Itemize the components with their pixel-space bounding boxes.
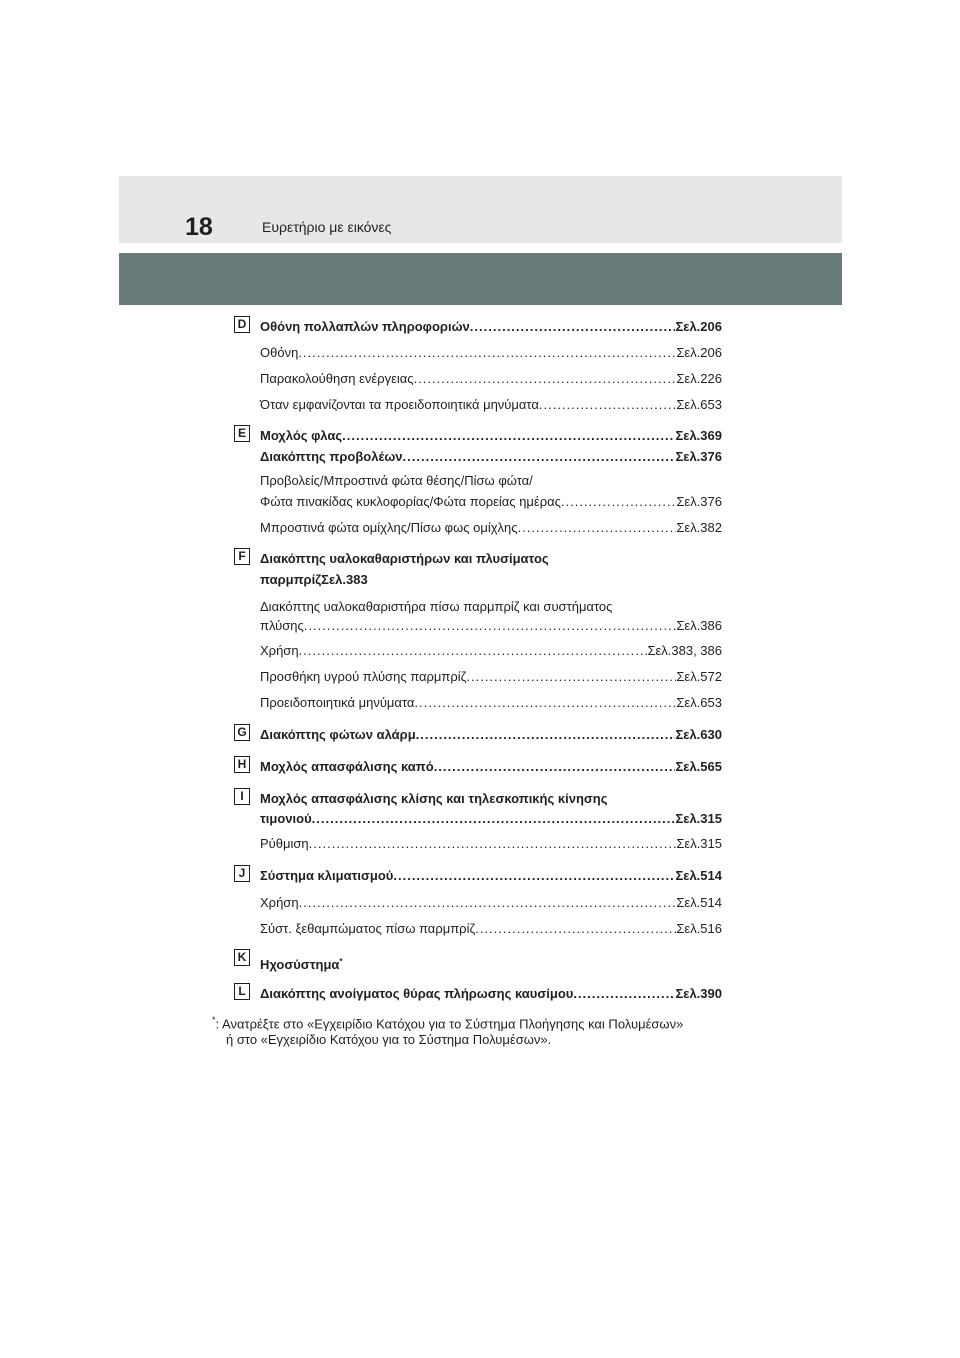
leader-dots [393, 867, 675, 884]
entry-label-line: Μοχλός απασφάλισης κλίσης και τηλεσκοπικής κίνησης [260, 791, 608, 806]
index-entry[interactable] [260, 920, 722, 937]
entry-page: Σελ.653 [676, 695, 722, 710]
leader-dots [561, 493, 676, 510]
leader-dots [518, 519, 677, 536]
header-band [119, 176, 842, 243]
section-letter-i: I [234, 788, 250, 805]
index-entry[interactable] [260, 617, 722, 634]
entry-label: Προειδοποιητικά μηνύματα [260, 695, 415, 710]
leader-dots [434, 758, 676, 775]
leader-dots [312, 810, 676, 827]
entry-page: Σελ.630 [675, 727, 722, 742]
entry-page: Σελ.376 [676, 494, 722, 509]
entry-label: Διακόπτης φώτων αλάρμ [260, 727, 416, 742]
entry-label-line: Διακόπτης υαλοκαθαριστήρων και πλυσίματος [260, 551, 549, 566]
entry-label: Σύστ. ξεθαμπώματος πίσω παρμπρίζ [260, 921, 476, 936]
page-number: 18 [185, 213, 213, 241]
entry-page: Σελ.206 [676, 345, 722, 360]
index-entry[interactable] [260, 427, 722, 444]
index-entry[interactable] [260, 519, 722, 536]
index-entry[interactable] [260, 758, 722, 775]
entry-label-line: Προβολείς/Μπροστινά φώτα θέσης/Πίσω φώτα/ [260, 473, 533, 488]
leader-dots [466, 668, 676, 685]
section-letter-e: E [234, 425, 250, 442]
entry-page: Σελ.572 [676, 669, 722, 684]
entry-page: Σελ.653 [676, 397, 722, 412]
footnote-star: * [212, 1015, 216, 1025]
index-entry[interactable] [260, 370, 722, 387]
leader-dots [299, 894, 677, 911]
index-entry[interactable] [260, 867, 722, 884]
index-entry[interactable] [260, 953, 343, 973]
entry-label: Ρύθμιση [260, 836, 309, 851]
entry-label: τιμονιού [260, 811, 312, 826]
entry-page: Σελ.226 [676, 371, 722, 386]
section-letter-l: L [234, 983, 250, 1000]
section-letter-h: H [234, 756, 250, 773]
leader-dots [309, 835, 677, 852]
entry-page: Σελ.565 [675, 759, 722, 774]
leader-dots [298, 344, 676, 361]
leader-dots [573, 985, 675, 1002]
entry-label: Όταν εμφανίζονται τα προειδοποιητικά μηνύματα [260, 397, 539, 412]
entry-label: Οθόνη [260, 345, 299, 360]
entry-label: Σύστημα κλιματισμού [260, 868, 394, 883]
index-entry[interactable] [260, 668, 722, 685]
index-entry[interactable] [260, 835, 722, 852]
entry-page: Σελ.382 [676, 520, 722, 535]
section-letter-d: D [234, 316, 250, 333]
entry-page: Σελ.369 [675, 428, 722, 443]
index-entry[interactable] [260, 894, 722, 911]
index-entry[interactable] [260, 318, 722, 335]
section-letter-j: J [234, 865, 250, 882]
leader-dots [304, 617, 677, 634]
entry-label-line: παρμπρίζΣελ.383 [260, 572, 368, 587]
footnote-text-2: ή στο «Εγχειρίδιο Κατόχου για το Σύστημα Πολυμέσων». [226, 1032, 552, 1047]
entry-label: Προσθήκη υγρού πλύσης παρμπρίζ [260, 669, 467, 684]
entry-label-line: Διακόπτης υαλοκαθαριστήρα πίσω παρμπρίζ και συστήματος [260, 599, 613, 614]
leader-dots [414, 694, 676, 711]
section-letter-k: K [234, 949, 250, 966]
entry-page: Σελ.206 [675, 319, 722, 334]
entry-label: Χρήση [260, 643, 299, 658]
entry-page: Σελ.315 [675, 811, 722, 826]
section-band [119, 253, 842, 305]
index-entry[interactable] [260, 642, 722, 659]
footnote [212, 1010, 684, 1047]
index-entry[interactable] [260, 694, 722, 711]
index-entry[interactable] [260, 344, 722, 361]
entry-label: πλύσης [260, 618, 304, 633]
leader-dots [342, 427, 675, 444]
entry-page: Σελ.390 [675, 986, 722, 1001]
section-letter-f: F [234, 548, 250, 565]
entry-page: Σελ.383, 386 [647, 643, 722, 658]
entry-label: Διακόπτης προβολέων [260, 449, 403, 464]
footnote-mark: * [339, 957, 343, 966]
leader-dots [414, 370, 677, 387]
entry-page: Σελ.516 [676, 921, 722, 936]
entry-label: Μπροστινά φώτα ομίχλης/Πίσω φως ομίχλης [260, 520, 518, 535]
page-title: Ευρετήριο με εικόνες [262, 219, 392, 235]
leader-dots [475, 920, 676, 937]
entry-label: Φώτα πινακίδας κυκλοφορίας/Φώτα πορείας ημέρας [260, 494, 561, 509]
entry-page: Σελ.514 [676, 895, 722, 910]
index-entry[interactable] [260, 448, 722, 465]
leader-dots [299, 642, 648, 659]
entry-label: Διακόπτης ανοίγματος θύρας πλήρωσης καυσίμου [260, 986, 574, 1001]
entry-page: Σελ.315 [676, 836, 722, 851]
section-letter-g: G [234, 724, 250, 741]
entry-label: Οθόνη πολλαπλών πληροφοριών [260, 319, 470, 334]
entry-label: Χρήση [260, 895, 299, 910]
entry-label: Ηχοσύστημα [260, 957, 340, 972]
index-entry[interactable] [260, 985, 722, 1002]
index-entry[interactable] [260, 493, 722, 510]
index-entry[interactable] [260, 726, 722, 743]
entry-page: Σελ.376 [675, 449, 722, 464]
entry-label: Μοχλός απασφάλισης καπό [260, 759, 434, 774]
entry-page: Σελ.386 [676, 618, 722, 633]
entry-label: Παρακολούθηση ενέργειας [260, 371, 414, 386]
entry-page: Σελ.514 [675, 868, 722, 883]
entry-label: Μοχλός φλας [260, 428, 343, 443]
footnote-text-1: : Ανατρέξτε στο «Εγχειρίδιο Κατόχου για το Σύστημα Πλοήγησης και Πολυμέσων» [215, 1016, 684, 1032]
leader-dots [539, 396, 676, 413]
index-entry[interactable] [260, 810, 722, 827]
leader-dots [470, 318, 676, 335]
leader-dots [403, 448, 676, 465]
index-entry[interactable] [260, 396, 722, 413]
leader-dots [416, 726, 676, 743]
